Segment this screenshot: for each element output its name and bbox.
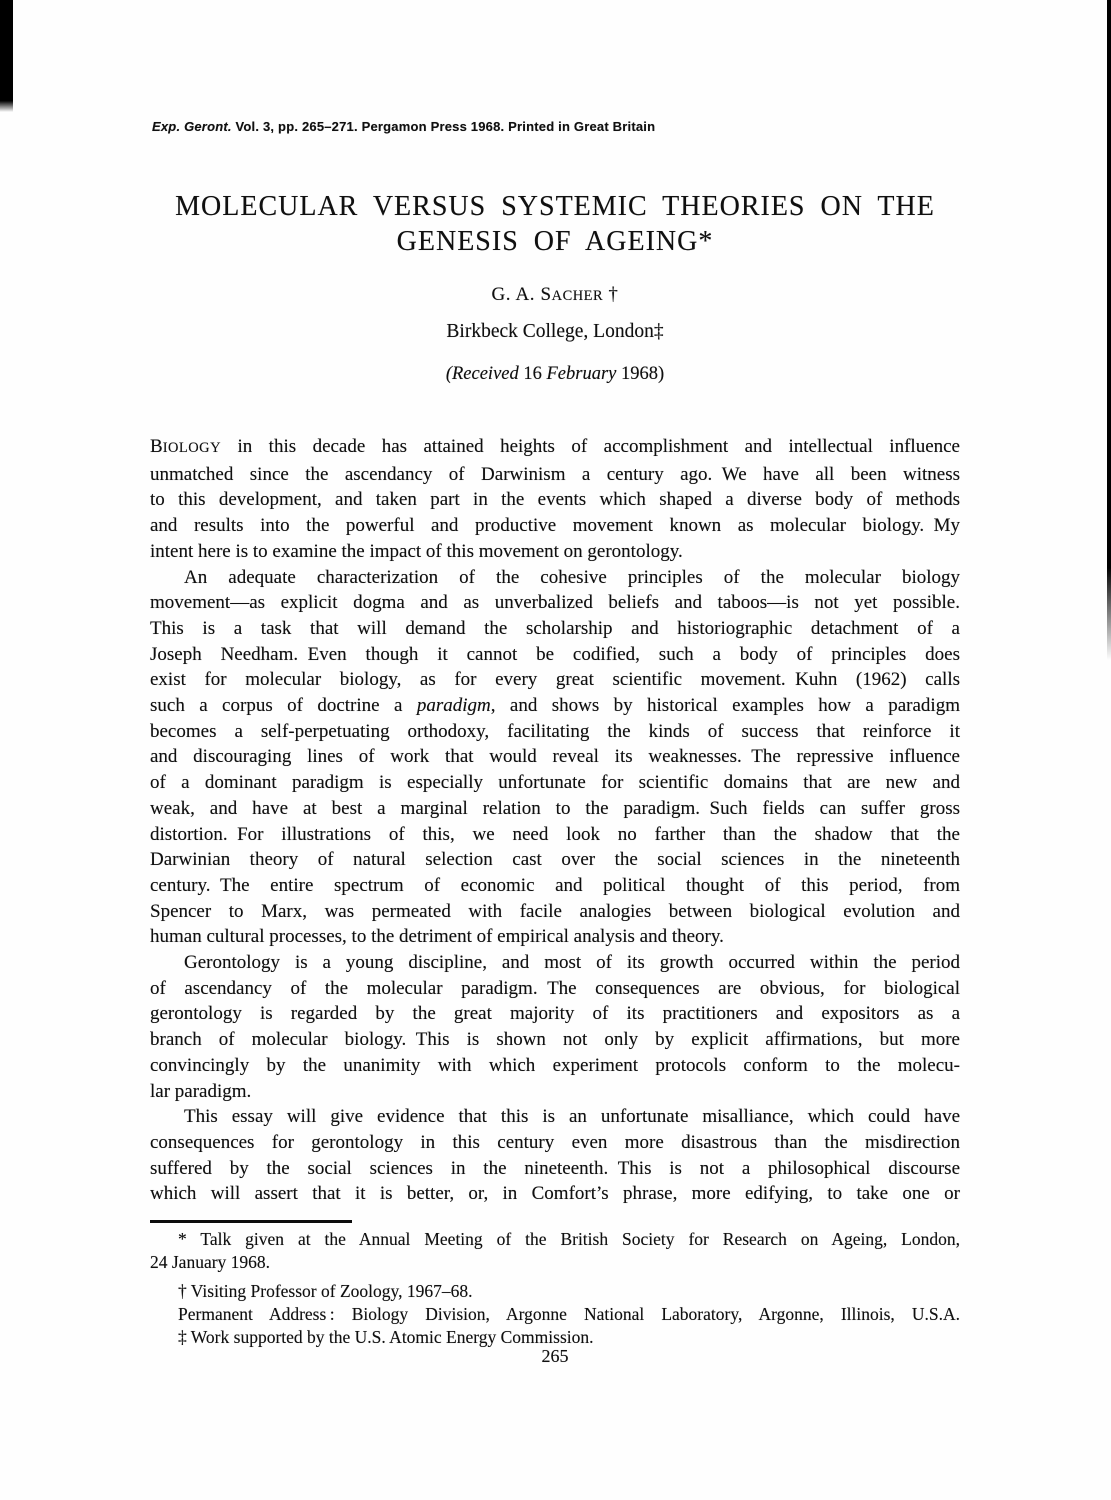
scan-artifact-left-bar <box>0 0 13 112</box>
body-text-line: which will assert that it is better, or, in Comfort’s phrase, more edifying, to take one or <box>150 1183 960 1205</box>
title-line-1: MOLECULAR VERSUS SYSTEMIC THEORIES ON THE <box>175 191 935 222</box>
footnote-text-line: † Visiting Professor of Zoology, 1967–68. <box>178 1281 473 1301</box>
body-text-line: weak, and have at best a marginal relation to the paradigm. Such fields can suffer gross <box>150 797 960 819</box>
body-text-line: suffered by the social sciences in the nineteenth. This is not a philosophical discourse <box>150 1157 960 1179</box>
received-month: February <box>546 364 617 384</box>
author-dagger: † <box>603 284 619 305</box>
article-title <box>150 189 960 259</box>
author-name-prefix: G. A. S <box>491 284 552 305</box>
body-text-line: such a corpus of doctrine a paradigm, and shows by historical examples how a paradigm <box>150 695 960 717</box>
body-text-line: consequences for gerontology in this century even more disastrous than the misdirection <box>150 1131 960 1153</box>
body-text-line: and results into the powerful and productive movement known as molecular biology. My <box>150 515 960 537</box>
body-text-line: This essay will give evidence that this is an unfortunate misalliance, which could have <box>184 1106 960 1128</box>
body-text-line: distortion. For illustrations of this, we need look no farther than the shadow that the <box>150 823 960 845</box>
scan-artifact-right-edge <box>1107 0 1111 660</box>
body-text-line: BIOLOGY in this decade has attained heights of accomplishment and intellectual influence <box>150 436 960 457</box>
body-text-line: of a dominant paradigm is especially unfortunate for scientific domains that are new and <box>150 772 960 794</box>
article-body <box>150 434 960 1207</box>
body-text-line: human cultural processes, to the detriment of empirical analysis and theory. <box>150 926 724 948</box>
body-text-line: movement—as explicit dogma and as unverbalized beliefs and taboos—is not yet possible. <box>150 592 960 614</box>
body-text-line: convincingly by the unanimity with which experiment protocols conform to the molecu- <box>150 1054 960 1076</box>
journal-abbreviation: Exp. Geront. <box>152 119 232 134</box>
footnote-text-line: ‡ Work supported by the U.S. Atomic Energy Commission. <box>178 1327 594 1347</box>
body-text-line: gerontology is regarded by the great majority of its practitioners and expositors as a <box>150 1003 960 1025</box>
body-text-line: of ascendancy of the molecular paradigm. The consequences are obvious, for biological <box>150 977 960 999</box>
footnote-separator-rule <box>150 1220 352 1223</box>
page-number: 265 <box>541 1346 569 1366</box>
received-year: 1968) <box>616 364 665 384</box>
received-label: (Received <box>445 364 519 384</box>
body-text-line: unmatched since the ascendancy of Darwinism a century ago. We have all been witness <box>150 463 960 485</box>
body-text-line: Joseph Needham. Even though it cannot be codified, such a body of principles does <box>150 643 960 665</box>
journal-header <box>152 119 655 134</box>
body-text-line: An adequate characterization of the cohesive principles of the molecular biology <box>184 566 960 588</box>
body-text-line: Darwinian theory of natural selection cast over the social sciences in the nineteenth <box>150 849 960 871</box>
author-affiliation: Birkbeck College, London‡ <box>446 321 664 342</box>
footnotes-section <box>150 1228 960 1349</box>
title-line-2: GENESIS OF AGEING* <box>396 226 714 257</box>
body-text-line: intent here is to examine the impact of this movement on gerontology. <box>150 540 683 562</box>
body-text-line: This is a task that will demand the scholarship and historiographic detachment of a <box>150 617 960 639</box>
body-text-line: exist for molecular biology, as for every great scientific movement. Kuhn (1962) calls <box>150 669 960 691</box>
author-byline <box>150 283 960 308</box>
body-text-line: to this development, and taken part in the events which shaped a diverse body of methods <box>150 489 960 511</box>
footnote-text-line: Permanent Address : Biology Division, Argonne National Laboratory, Argonne, Illinois, U.S.A. <box>178 1304 960 1324</box>
body-text-line: century. The entire spectrum of economic and political thought of this period, from <box>150 874 960 896</box>
body-text-line: lar paradigm. <box>150 1080 252 1102</box>
received-day: 16 <box>518 364 547 384</box>
journal-citation-info: Vol. 3, pp. 265–271. Pergamon Press 1968. Printed in Great Britain <box>231 119 656 134</box>
footnote <box>150 1228 960 1274</box>
footnote-text-line: * Talk given at the Annual Meeting of the British Society for Research on Ageing, London, <box>178 1229 960 1249</box>
body-text-line: and discouraging lines of work that would reveal its weaknesses. The repressive influence <box>150 746 960 768</box>
body-text-line: Spencer to Marx, was permeated with facile analogies between biological evolution and <box>150 900 960 922</box>
footnote <box>150 1303 960 1326</box>
footnote <box>150 1280 960 1303</box>
author-name-smallcaps: ACHER <box>551 288 604 304</box>
footnote-text-line: 24 January 1968. <box>150 1252 271 1272</box>
body-text-line: Gerontology is a young discipline, and most of its growth occurred within the period <box>184 952 960 974</box>
received-date-line <box>150 362 960 386</box>
body-text-line: becomes a self-perpetuating orthodoxy, facilitating the kinds of success that reinforce it <box>150 720 960 742</box>
body-text-line: branch of molecular biology. This is shown not only by explicit affirmations, but more <box>150 1029 960 1051</box>
